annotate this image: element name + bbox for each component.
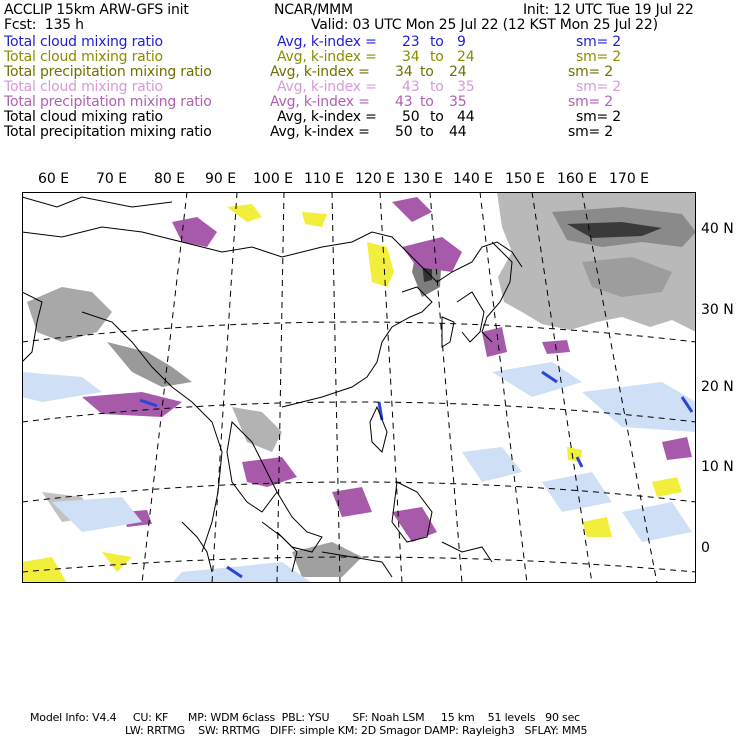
lon-label: 110 E: [304, 171, 345, 187]
legend-k-start: 34: [395, 64, 413, 80]
lon-label: 80 E: [154, 171, 186, 187]
legend-to: to: [430, 49, 444, 65]
lon-label: 170 E: [609, 171, 650, 187]
legend-k-end: 44: [457, 109, 475, 125]
lon-label: 70 E: [96, 171, 128, 187]
legend-avg-label: Avg, k-index =: [277, 109, 377, 125]
legend-avg-label: Avg, k-index =: [277, 34, 377, 50]
legend-k-end: 9: [457, 34, 466, 50]
model-info-line1: Model Info: V4.4 CU: KF MP: WDM 6class PBL: YSU SF: Noah LSM 15 km 51 levels 90 sec: [30, 711, 580, 724]
legend-smoothing: sm= 2: [568, 94, 614, 110]
lat-label: 40 N: [701, 221, 734, 237]
organization-label: NCAR/MMM: [274, 2, 353, 18]
lon-label: 160 E: [557, 171, 598, 187]
lat-label: 0: [701, 540, 710, 556]
legend-k-end: 35: [449, 94, 467, 110]
lon-label: 150 E: [505, 171, 546, 187]
legend-field-name: Total cloud mixing ratio: [4, 34, 163, 50]
legend-k-start: 43: [395, 94, 413, 110]
map-canvas: [22, 192, 696, 583]
legend-avg-label: Avg, k-index =: [270, 64, 370, 80]
legend-k-start: 34: [402, 49, 420, 65]
legend-smoothing: sm= 2: [576, 79, 622, 95]
model-title: ACCLIP 15km ARW-GFS init: [4, 2, 189, 18]
legend-k-end: 44: [449, 124, 467, 140]
lat-label: 20 N: [701, 379, 734, 395]
init-time: Init: 12 UTC Tue 19 Jul 22: [523, 2, 694, 18]
legend-k-end: 24: [449, 64, 467, 80]
legend-k-end: 35: [457, 79, 475, 95]
lon-label: 90 E: [205, 171, 237, 187]
legend-avg-label: Avg, k-index =: [270, 124, 370, 140]
lon-label: 140 E: [453, 171, 494, 187]
lon-label: 100 E: [253, 171, 294, 187]
legend-k-start: 50: [402, 109, 420, 125]
model-info-line2: LW: RRTMG SW: RRTMG DIFF: simple KM: 2D Smagor DAMP: Rayleigh3 SFLAY: MM5: [125, 724, 588, 737]
legend-field-name: Total cloud mixing ratio: [4, 79, 163, 95]
lat-label: 30 N: [701, 302, 734, 318]
forecast-hour: Fcst: 135 h: [4, 17, 84, 33]
valid-time: Valid: 03 UTC Mon 25 Jul 22 (12 KST Mon 25 Jul 22): [311, 17, 658, 33]
legend-smoothing: sm= 2: [576, 109, 622, 125]
legend-smoothing: sm= 2: [576, 49, 622, 65]
legend-field-name: Total cloud mixing ratio: [4, 49, 163, 65]
legend-smoothing: sm= 2: [576, 34, 622, 50]
legend-avg-label: Avg, k-index =: [270, 94, 370, 110]
legend-smoothing: sm= 2: [568, 64, 614, 80]
legend-field-name: Total precipitation mixing ratio: [4, 64, 212, 80]
legend-to: to: [430, 79, 444, 95]
legend-field-name: Total precipitation mixing ratio: [4, 94, 212, 110]
lat-label: 10 N: [701, 459, 734, 475]
forecast-map: [22, 192, 696, 583]
legend-to: to: [420, 64, 434, 80]
legend-k-start: 43: [402, 79, 420, 95]
legend-to: to: [430, 109, 444, 125]
legend-to: to: [420, 94, 434, 110]
lon-label: 130 E: [403, 171, 444, 187]
legend-k-start: 50: [395, 124, 413, 140]
legend-field-name: Total precipitation mixing ratio: [4, 124, 212, 140]
legend-smoothing: sm= 2: [568, 124, 614, 140]
legend-field-name: Total cloud mixing ratio: [4, 109, 163, 125]
lon-label: 120 E: [355, 171, 396, 187]
legend-avg-label: Avg, k-index =: [277, 79, 377, 95]
legend-k-end: 24: [457, 49, 475, 65]
legend-avg-label: Avg, k-index =: [277, 49, 377, 65]
lon-label: 60 E: [38, 171, 70, 187]
legend-to: to: [430, 34, 444, 50]
legend-to: to: [420, 124, 434, 140]
legend-k-start: 23: [402, 34, 420, 50]
